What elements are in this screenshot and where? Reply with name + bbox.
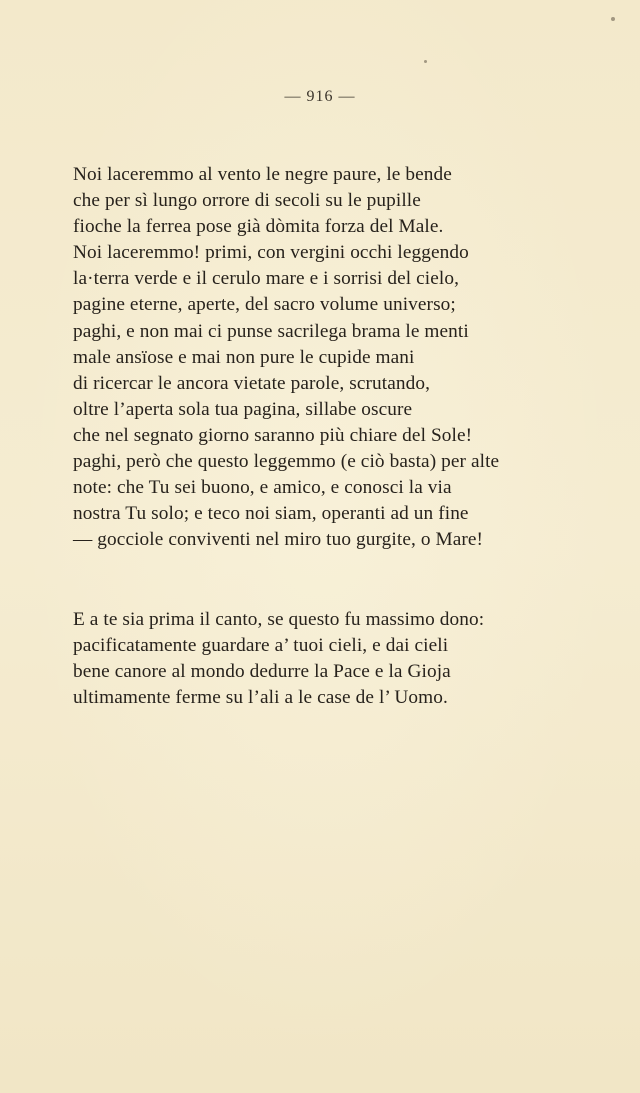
poem-line: che nel segnato giorno saranno più chiare del Sole! [73, 424, 473, 446]
poem-line: male ansïose e mai non pure le cupide mani [73, 346, 415, 368]
poem-line: nostra Tu solo; e teco noi siam, operanti ad un fine [73, 503, 469, 525]
poem-line: paghi, e non mai ci punse sacrilega brama le menti [73, 320, 469, 342]
poem-line: la·terra verde e il cerulo mare e i sorrisi del cielo, [73, 268, 460, 290]
stanza-1 [73, 162, 499, 553]
poem-line: pacificatamente guardare a’ tuoi cieli, e dai cieli [73, 635, 449, 657]
page-number: — 916 — [284, 88, 356, 105]
poem-line: che per sì lungo orrore di secoli su le pupille [73, 190, 421, 212]
poem-line: — gocciole conviventi nel miro tuo gurgite, o Mare! [73, 529, 484, 551]
poem-line: bene canore al mondo dedurre la Pace e la Gioja [73, 661, 451, 683]
poem-line: di ricercar le ancora vietate parole, scrutando, [73, 372, 431, 394]
stanza-2 [73, 607, 484, 711]
poem-line: Noi laceremmo al vento le negre paure, le bende [73, 164, 452, 185]
poem-line: paghi, però che questo leggemmo (e ciò basta) per alte [73, 451, 500, 473]
poem-line: Noi laceremmo! primi, con vergini occhi leggendo [73, 242, 469, 264]
poem-line: pagine eterne, aperte, del sacro volume universo; [73, 294, 456, 316]
poem-line: fioche la ferrea pose già dòmita forza del Male. [73, 216, 444, 238]
poem-line: ultimamente ferme su l’ali a le case de l’ Uomo. [73, 687, 448, 709]
ink-speck [424, 60, 427, 63]
poem-line: note: che Tu sei buono, e amico, e conosci la via [73, 477, 452, 499]
poem-line: oltre l’aperta sola tua pagina, sillabe oscure [73, 398, 413, 420]
ink-speck [611, 17, 615, 21]
poem-line: E a te sia prima il canto, se questo fu massimo dono: [73, 609, 485, 630]
